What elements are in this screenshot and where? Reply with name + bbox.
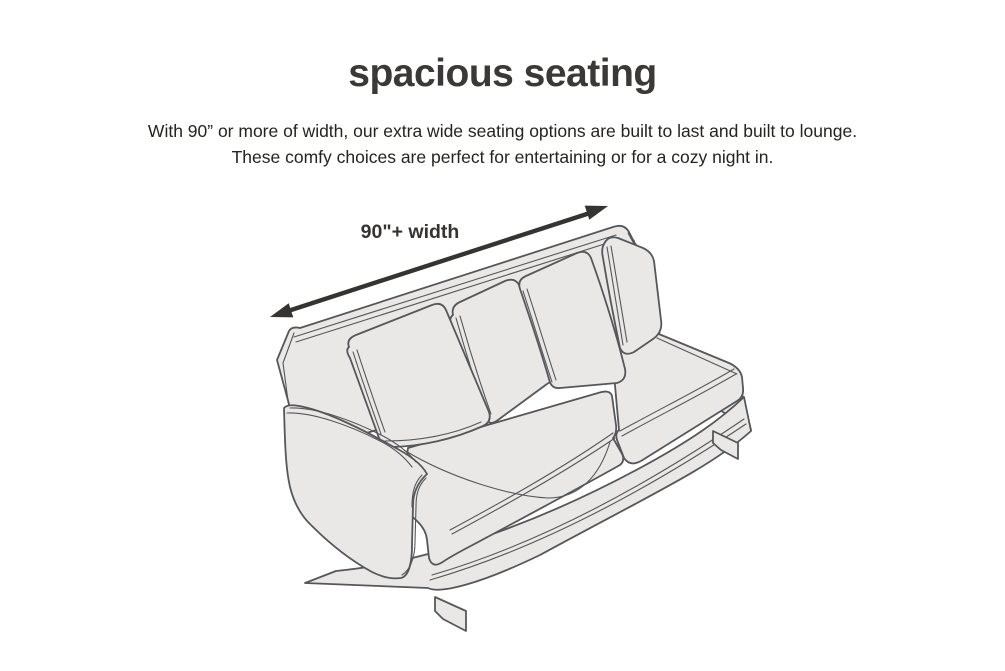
description-line-1: With 90” or more of width, our extra wide seating options are built to last and built to lounge. [147, 121, 858, 141]
arrow-head-right [585, 206, 608, 220]
page-title: spacious seating [348, 52, 657, 95]
sofa [277, 226, 751, 631]
dimension-label: 90"+ width [360, 221, 460, 243]
arrow-head-left [270, 303, 293, 317]
sofa-foot-left [435, 597, 466, 631]
description-line-2: These comfy choices are perfect for entertaining or for a cozy night in. [231, 146, 774, 167]
